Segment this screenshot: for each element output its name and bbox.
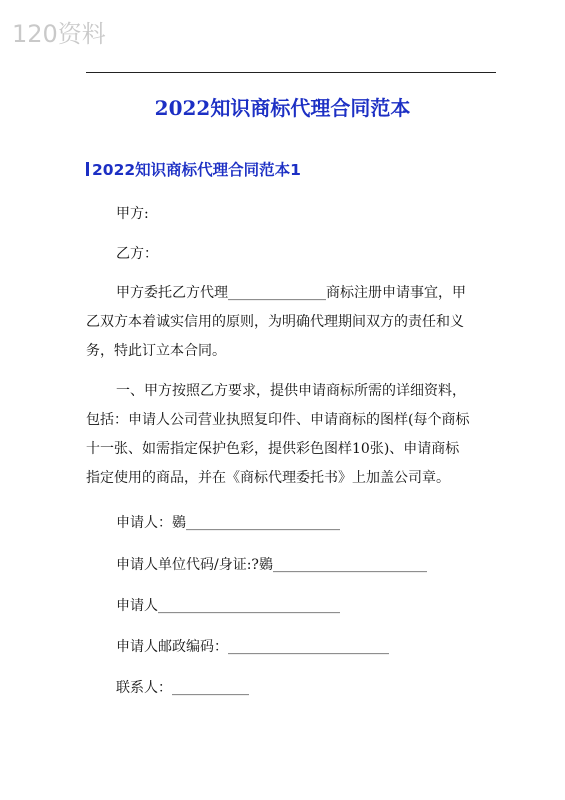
paragraph-2-line-2: 包括：申请人公司营业执照复印件、申请商标的图样(每个商标 [86,412,470,428]
paragraph-1 [86,279,496,366]
section-heading [86,158,301,180]
party-b-label: 乙方： [116,246,158,262]
document-title: 2022知识商标代理合同范本 [154,96,411,120]
field-contact: 联系人：___________ [116,680,249,696]
header-rule [86,72,496,73]
heading-marker [86,162,89,176]
paragraph-2-line-4: 指定使用的商品，并在《商标代理委托书》上加盖公司章。 [86,470,450,486]
watermark-logo: 120资料 [12,20,106,48]
field-postal-code: 申请人邮政编码：_______________________ [116,639,389,655]
paragraph-1-line-1: 甲方委托乙方代理______________商标注册申请事宜，甲 [116,285,466,301]
field-applicant-2: 申请人__________________________ [116,598,340,614]
paragraph-2-line-3: 十一张、如需指定保护色彩，提供彩色图样10张)、申请商标 [86,441,460,457]
section-heading-text: 2022知识商标代理合同范本1 [92,161,301,179]
field-applicant: 申请人：鷃______________________ [116,515,340,531]
field-applicant-id: 申请人单位代码/身证:?鷃______________________ [116,557,427,573]
paragraph-2-line-1: 一、甲方按照乙方要求，提供申请商标所需的详细资料， [116,383,466,399]
party-a-label: 甲方: [116,206,149,222]
paragraph-2 [86,377,496,493]
paragraph-1-line-2: 乙双方本着诚实信用的原则，为明确代理期间双方的责任和义 [86,314,464,330]
paragraph-1-line-3: 务，特此订立本合同。 [86,343,226,359]
